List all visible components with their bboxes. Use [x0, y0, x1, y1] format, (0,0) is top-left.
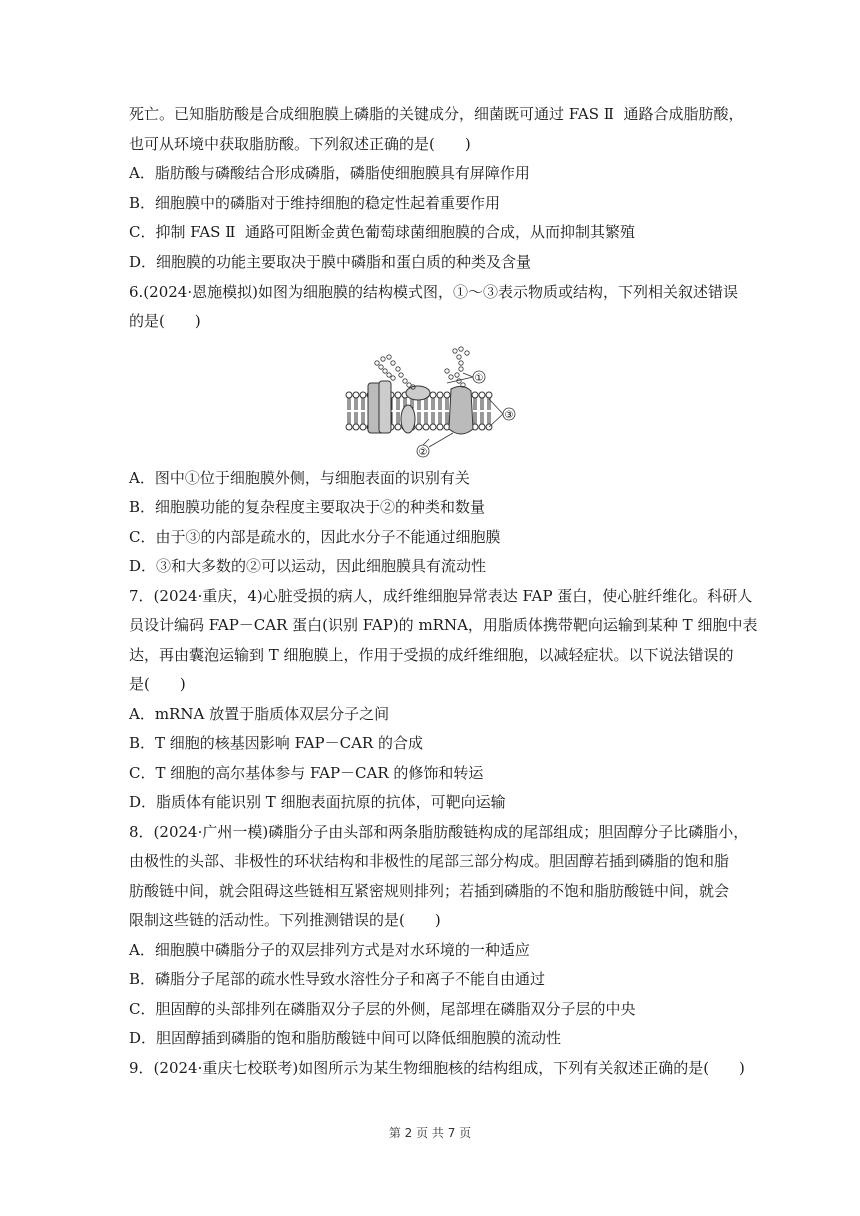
phospholipid-tail — [355, 412, 357, 424]
q5-option-a: A．脂肪酸与磷酸结合形成磷脂，磷脂使细胞膜具有屏障作用 — [129, 164, 530, 182]
q8-option-c: C．胆固醇的头部排列在磷脂双分子层的外侧，尾部埋在磷脂双分子层的中央 — [129, 1000, 636, 1018]
phospholipid-tail — [474, 412, 476, 424]
phospholipid-head — [437, 424, 443, 430]
q7-option-d: D．脂质体有能识别 T 细胞表面抗原的抗体，可靶向运输 — [129, 793, 506, 811]
phospholipid-head — [430, 424, 436, 430]
intro-line-2: 也可从环境中获取脂肪酸。下列叙述正确的是( ) — [129, 135, 471, 153]
intro-line-1: 死亡。已知脂肪酸是合成细胞膜上磷脂的关键成分，细菌既可通过 FAS Ⅱ 通路合成脂肪酸， — [129, 105, 744, 123]
q8-stem-line-4: 限制这些链的活动性。下列推测错误的是( ) — [129, 911, 441, 929]
q9-stem-line-1: 9．(2024·重庆七校联考)如图所示为某生物细胞核的结构组成，下列有关叙述正确的是( ) — [129, 1059, 745, 1077]
q5-option-d: D．细胞膜的功能主要取决于膜中磷脂和蛋白质的种类及含量 — [129, 253, 532, 271]
phospholipid-tail — [418, 412, 420, 424]
phospholipid-tail — [397, 398, 399, 410]
phospholipid-tail — [432, 412, 434, 424]
q7-option-a: A．mRNA 放置于脂质体双层分子之间 — [129, 705, 390, 723]
q8-option-d: D．胆固醇插到磷脂的饱和脂肪酸链中间可以降低细胞膜的流动性 — [129, 1029, 562, 1047]
phospholipid-head — [416, 424, 422, 430]
q7-stem-line-2: 员设计编码 FAP－CAR 蛋白(识别 FAP)的 mRNA，用脂质体携带靶向运输到某种 T 细胞中表 — [129, 616, 758, 634]
phospholipid-head — [346, 392, 352, 398]
phospholipid-head — [423, 424, 429, 430]
q5-option-b: B．细胞膜中的磷脂对于维持细胞的稳定性起着重要作用 — [129, 194, 501, 212]
phospholipid-head — [437, 392, 443, 398]
q8-option-b: B．磷脂分子尾部的疏水性导致水溶性分子和离子不能自由通过 — [129, 970, 546, 988]
phospholipid-tail — [397, 412, 399, 424]
phospholipid-head — [395, 392, 401, 398]
phospholipid-tail — [362, 412, 364, 424]
q6-stem-line-2: 的是( ) — [129, 312, 201, 330]
q8-stem-line-1: 8．(2024·广州一模)磷脂分子由头部和两条脂肪酸链构成的尾部组成；胆固醇分子比磷脂小， — [129, 823, 749, 841]
cell-membrane-figure — [343, 343, 523, 461]
q7-stem-line-4: 是( ) — [129, 675, 186, 693]
surface-protein — [406, 386, 430, 400]
phospholipid-tail — [439, 412, 441, 424]
label-2: ② — [418, 447, 428, 458]
phospholipid-head — [346, 424, 352, 430]
phospholipid-tail — [481, 412, 483, 424]
phospholipid-head — [360, 424, 366, 430]
q7-option-c: C．T 细胞的高尔基体参与 FAP－CAR 的修饰和转运 — [129, 764, 484, 782]
phospholipid-tail — [348, 412, 350, 424]
q7-stem-line-3: 达，再由囊泡运输到 T 细胞膜上，作用于受损的成纤维细胞，以减轻症状。以下说法错误的 — [129, 646, 734, 664]
phospholipid-head — [360, 392, 366, 398]
phospholipid-tail — [355, 398, 357, 410]
phospholipid-tail — [425, 412, 427, 424]
phospholipid-tail — [439, 398, 441, 410]
q5-option-c: C．抑制 FAS Ⅱ 通路可阻断金黄色葡萄球菌细胞膜的合成，从而抑制其繁殖 — [129, 223, 635, 241]
channel-protein-right — [379, 381, 391, 433]
phospholipid-head — [395, 424, 401, 430]
phospholipid-head — [472, 392, 478, 398]
phospholipid-tail — [446, 398, 448, 410]
q6-option-a: A．图中①位于细胞膜外侧，与细胞表面的识别有关 — [129, 469, 470, 487]
q6-option-b: B．细胞膜功能的复杂程度主要取决于②的种类和数量 — [129, 498, 486, 516]
phospholipid-tail — [488, 412, 490, 424]
phospholipid-head — [444, 392, 450, 398]
phospholipid-head — [479, 392, 485, 398]
phospholipid-tail — [432, 398, 434, 410]
phospholipid-tail — [425, 398, 427, 410]
transmembrane-protein — [449, 386, 473, 434]
phospholipid-tail — [474, 398, 476, 410]
phospholipid-head — [430, 392, 436, 398]
q6-stem-line-1: 6.(2024·恩施模拟)如图为细胞膜的结构模式图，①～③表示物质或结构，下列相关叙述错误 — [129, 283, 738, 301]
label-1: ① — [474, 373, 484, 384]
q6-option-d: D．③和大多数的②可以运动，因此细胞膜具有流动性 — [129, 557, 487, 575]
embedded-protein — [401, 405, 415, 433]
page-footer: 第 2 页 共 7 页 — [388, 1126, 472, 1140]
label-3: ③ — [504, 410, 514, 421]
q6-option-c: C．由于③的内部是疏水的，因此水分子不能通过细胞膜 — [129, 528, 501, 546]
phospholipid-tail — [362, 398, 364, 410]
phospholipid-head — [486, 392, 492, 398]
q8-option-a: A．细胞膜中磷脂分子的双层排列方式是对水环境的一种适应 — [129, 941, 530, 959]
phospholipid-head — [353, 392, 359, 398]
phospholipid-head — [353, 424, 359, 430]
phospholipid-head — [479, 424, 485, 430]
phospholipid-tail — [446, 412, 448, 424]
q7-option-b: B．T 细胞的核基因影响 FAP－CAR 的合成 — [129, 734, 423, 752]
q7-stem-line-1: 7．(2024·重庆，4)心脏受损的病人，成纤维细胞异常表达 FAP 蛋白，使心脏纤维化。科研人 — [129, 587, 753, 605]
phospholipid-tail — [348, 398, 350, 410]
q8-stem-line-3: 肪酸链中间，就会阻碍这些链相互紧密规则排列；若插到磷脂的不饱和脂肪酸链中间，就会 — [129, 882, 730, 900]
q8-stem-line-2: 由极性的头部、非极性的环状结构和非极性的尾部三部分构成。胆固醇若插到磷脂的饱和脂 — [129, 852, 730, 870]
phospholipid-tail — [481, 398, 483, 410]
